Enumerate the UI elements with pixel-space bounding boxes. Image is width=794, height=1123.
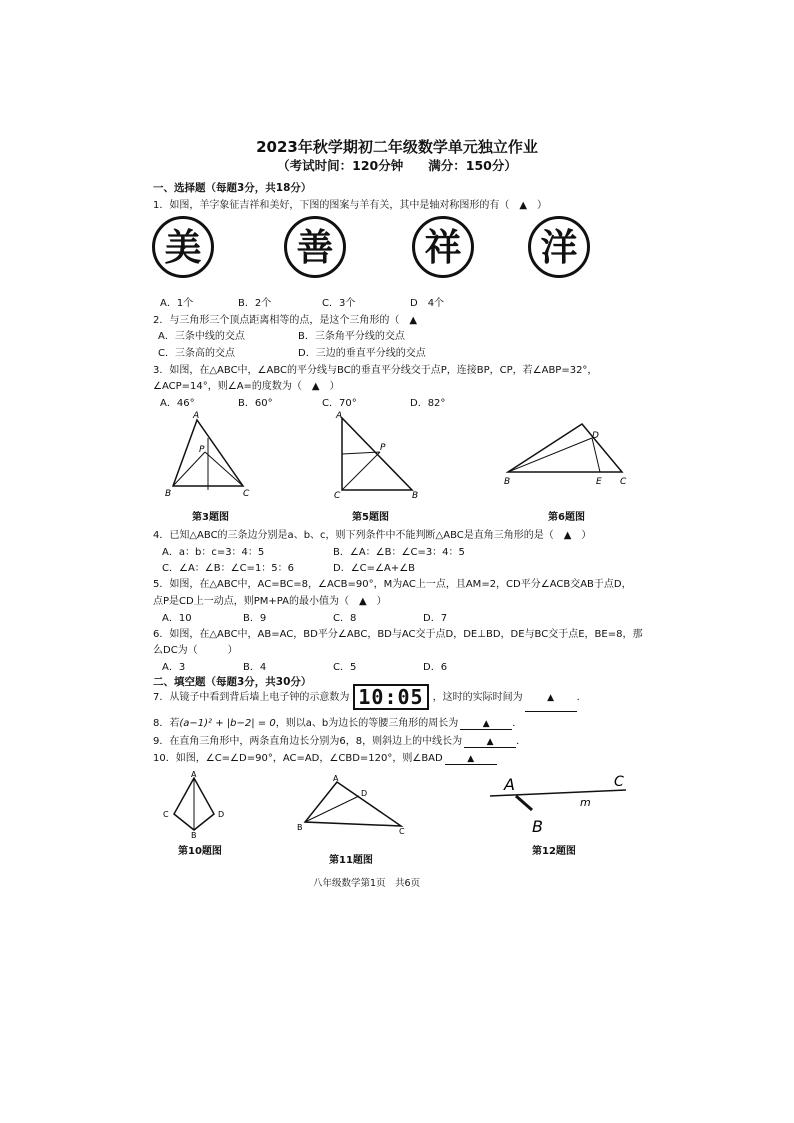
svg-text:P: P [380, 443, 386, 453]
q2-option-b: B．三条角平分线的交点 [298, 331, 405, 342]
q6-option-c: C．5 [333, 662, 357, 673]
question-4-text: 4．已知△ABC的三条边分别是a、b、c，则下列条件中不能判断△ABC是直角三角形的是（ ▲ ） [153, 530, 592, 541]
q2-option-a: A．三条中线的交点 [158, 331, 245, 342]
svg-text:B: B [191, 831, 197, 838]
pattern-xiang: 祥 [412, 216, 476, 280]
svg-text:B: B [532, 817, 543, 836]
question-5-line1: 5．如图，在△ABC中，AC=BC=8，∠ACB=90°，M为AC上一点，且AM=2，CD平分∠ACB交AB于点D， [153, 579, 632, 590]
question-3-line2: ∠ACP=14°，则∠A=的度数为（ ▲ ） [153, 381, 340, 392]
q3-option-d: D．82° [410, 398, 446, 409]
caption-figure-10: 第10题图 [178, 846, 222, 857]
exam-info: （考试时间：120分钟 满分：150分） [277, 158, 517, 173]
page-footer: 八年级数学第1页 共6页 [313, 878, 421, 889]
caption-figure-5: 第5题图 [352, 512, 389, 523]
figure-6 [500, 410, 635, 488]
q5-option-d: D．7 [423, 613, 448, 624]
svg-text:B: B [297, 823, 303, 832]
svg-text:A: A [193, 411, 200, 421]
q6-option-d: D．6 [423, 662, 448, 673]
svg-text:C: C [163, 810, 169, 819]
q4-option-c: C．∠A：∠B：∠C=1：5：6 [162, 563, 295, 574]
svg-text:A: A [191, 770, 197, 779]
figure-3 [165, 408, 255, 498]
svg-text:C: C [620, 477, 627, 487]
q4-option-d: D．∠C=∠A+∠B [333, 563, 416, 574]
q5-option-c: C．8 [333, 613, 357, 624]
figure-12 [488, 770, 630, 838]
q3-option-a: A．46° [160, 398, 195, 409]
svg-text:B: B [412, 491, 419, 500]
svg-text:D: D [361, 789, 368, 798]
section-fill-heading: 二、填空题（每题3分，共30分） [153, 676, 312, 688]
svg-text:E: E [596, 477, 602, 487]
question-5-line2: 点P是CD上一动点，则PM+PA的最小值为（ ▲ ） [153, 596, 387, 607]
q1-option-c: C．3个 [322, 298, 356, 309]
question-3-line1: 3．如图，在△ABC中，∠ABC的平分线与BC的垂直平分线交于点P，连接BP，CP，若∠ABP=32°， [153, 365, 598, 376]
q6-option-a: A．3 [162, 662, 186, 673]
question-10: 10．如图，∠C=∠D=90°，AC=AD，∠CBD=120°，则∠BAD ▲ [153, 749, 497, 765]
pattern-yang: 洋 [528, 216, 592, 280]
question-6-line1: 6．如图，在△ABC中，AB=AC，BD平分∠ABC，BD与AC交于点D，DE⊥BD，DE与BC交于点E，BE=8，那 [153, 629, 643, 640]
svg-text:A: A [333, 774, 339, 783]
q5-option-b: B．9 [243, 613, 267, 624]
svg-text:A: A [504, 775, 515, 794]
q1-option-b: B．2个 [238, 298, 272, 309]
question-1-text: 1．如图，羊字象征吉祥和美好，下图的图案与羊有关，其中是轴对称图形的有（ ▲ ） [153, 200, 548, 211]
q4-option-b: B．∠A：∠B：∠C=3：4：5 [333, 547, 465, 558]
svg-text:C: C [243, 489, 250, 498]
svg-text:C: C [614, 774, 624, 790]
figure-11 [295, 772, 410, 834]
caption-figure-12: 第12题图 [532, 846, 576, 857]
pattern-shan: 善 [284, 216, 348, 280]
figure-10 [160, 770, 230, 838]
q2-option-c: C．三条高的交点 [158, 348, 235, 359]
q3-option-c: C．70° [322, 398, 357, 409]
svg-text:D: D [592, 431, 599, 441]
svg-text:m: m [580, 796, 591, 809]
question-9: 9．在直角三角形中，两条直角边长分别为6，8，则斜边上的中线长为 ▲ ． [153, 736, 527, 747]
question-6-line2: 么DC为（ ） [153, 645, 238, 656]
q2-option-d: D．三边的垂直平分线的交点 [298, 348, 426, 359]
q3-option-b: B．60° [238, 398, 273, 409]
mirror-clock: 10:05 [353, 684, 428, 710]
q4-option-a: A．a：b：c=3：4：5 [162, 547, 265, 558]
caption-figure-11: 第11题图 [329, 855, 373, 866]
svg-text:C: C [334, 491, 341, 500]
pattern-mei: 美 [152, 216, 216, 280]
svg-text:B: B [165, 489, 172, 498]
caption-figure-6: 第6题图 [548, 512, 585, 523]
page-title: 2023年秋学期初二年级数学单元独立作业 [256, 138, 538, 156]
question-2-text: 2．与三角形三个顶点距离相等的点，是这个三角形的（ ▲ [153, 315, 418, 326]
svg-text:C: C [399, 827, 405, 834]
figure-5 [330, 408, 420, 500]
q5-option-a: A．10 [162, 613, 192, 624]
caption-figure-3: 第3题图 [192, 512, 229, 523]
section-choice-heading: 一、选择题（每题3分，共18分） [153, 182, 312, 194]
svg-text:B: B [504, 477, 511, 487]
svg-text:A: A [336, 411, 343, 421]
svg-text:P: P [199, 445, 205, 455]
q1-option-a: A．1个 [160, 298, 194, 309]
q6-option-b: B．4 [243, 662, 267, 673]
question-7: 7．从镜子中看到背后墙上电子钟的示意数为 10:05 ，这时的实际时间为 ▲ ． [153, 684, 587, 712]
q1-option-d: D 4个 [410, 298, 445, 309]
question-8: 8．若(a−1)² + |b−2| = 0，则以a、b为边长的等腰三角形的周长为 ▲ ． [153, 718, 523, 729]
svg-text:D: D [218, 810, 225, 819]
